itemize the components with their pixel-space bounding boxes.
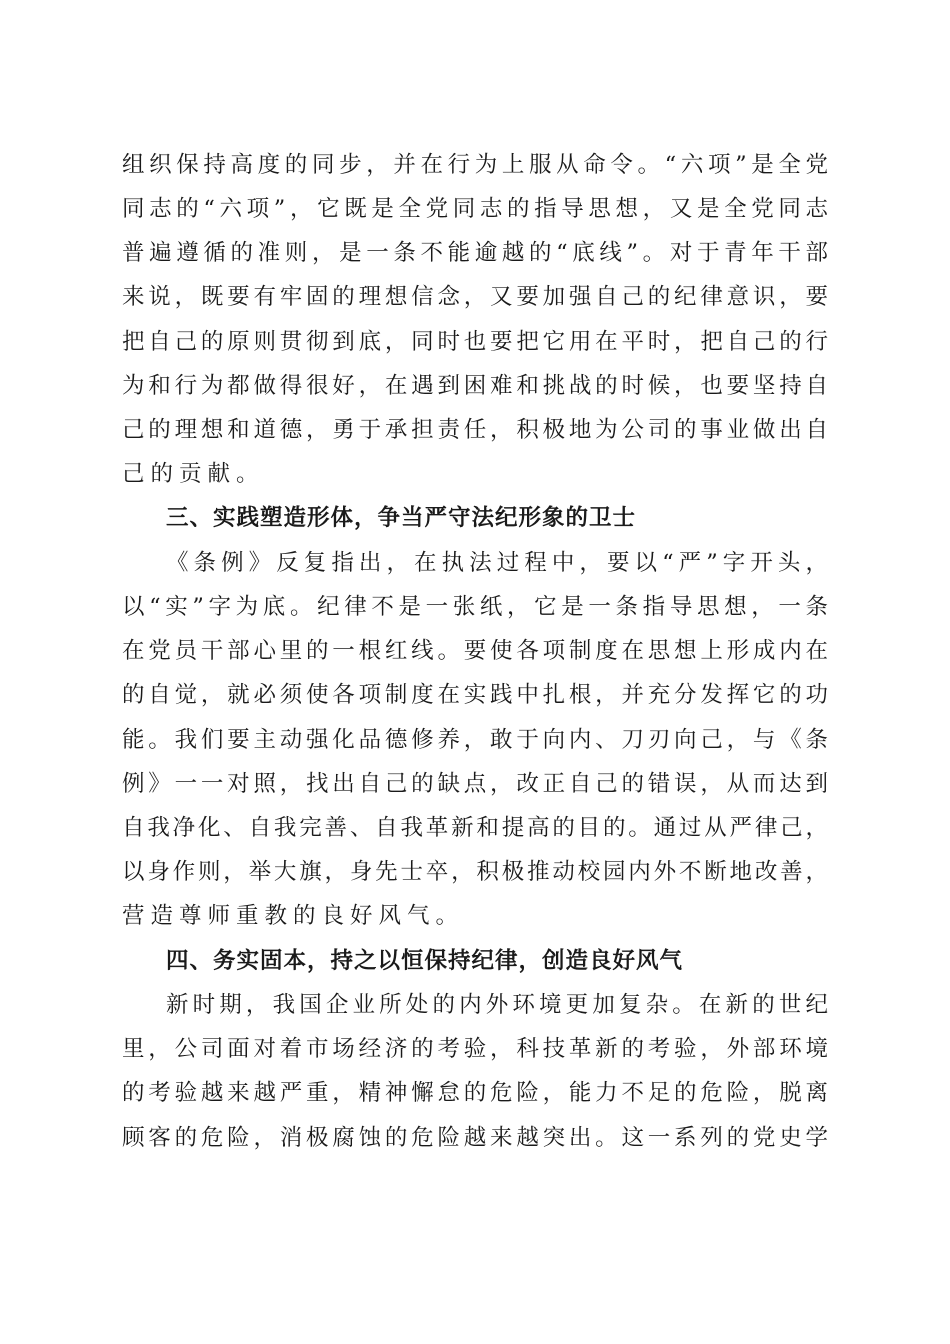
paragraph-line: 在党员干部心里的一根红线。要使各项制度在思想上形成内在 (122, 638, 828, 664)
paragraph-line: 新时期，我国企业所处的内外环境更加复杂。在新的世纪 (166, 992, 828, 1018)
section-heading-4: 四、务实固本，持之以恒保持纪律，创造良好风气 (166, 948, 684, 974)
paragraph-line: 来说，既要有牢固的理想信念，又要加强自己的纪律意识，要 (122, 284, 828, 310)
paragraph-line: 能。我们要主动强化品德修养，敢于向内、刀刃向己，与《条 (122, 727, 828, 753)
paragraph-line: 营造尊师重教的良好风气。 (122, 903, 465, 929)
paragraph-line: 《条例》反复指出，在执法过程中，要以“严”字开头， (166, 550, 828, 576)
paragraph-line: 自我净化、自我完善、自我革新和提高的目的。通过从严律己， (122, 815, 828, 841)
paragraph-line: 把自己的原则贯彻到底，同时也要把它用在平时，把自己的行 (122, 329, 828, 355)
paragraph-line: 组织保持高度的同步，并在行为上服从命令。“六项”是全党 (122, 152, 828, 178)
paragraph-line: 己的理想和道德，勇于承担责任，积极地为公司的事业做出自 (122, 417, 828, 443)
paragraph-line: 以身作则，举大旗，身先士卒，积极推动校园内外不断地改善， (122, 859, 828, 885)
paragraph-line: 己的贡献。 (122, 461, 265, 487)
paragraph-line: 以“实”字为底。纪律不是一张纸，它是一条指导思想，一条 (122, 594, 828, 620)
paragraph-line: 的考验越来越严重，精神懈怠的危险，能力不足的危险，脱离 (122, 1080, 828, 1106)
paragraph-line: 同志的“六项”，它既是全党同志的指导思想，又是全党同志 (122, 196, 828, 222)
paragraph-line: 的自觉，就必须使各项制度在实践中扎根，并充分发挥它的功 (122, 682, 828, 708)
paragraph-line: 里，公司面对着市场经济的考验，科技革新的考验，外部环境 (122, 1036, 828, 1062)
paragraph-line: 例》一一对照，找出自己的缺点，改正自己的错误，从而达到 (122, 771, 828, 797)
paragraph-line: 顾客的危险，消极腐蚀的危险越来越突出。这一系列的党史学 (122, 1125, 828, 1151)
paragraph-line: 普遍遵循的准则，是一条不能逾越的“底线”。对于青年干部 (122, 240, 828, 266)
paragraph-line: 为和行为都做得很好，在遇到困难和挑战的时候，也要坚持自 (122, 373, 828, 399)
section-heading-3: 三、实践塑造形体，争当严守法纪形象的卫士 (166, 505, 637, 531)
